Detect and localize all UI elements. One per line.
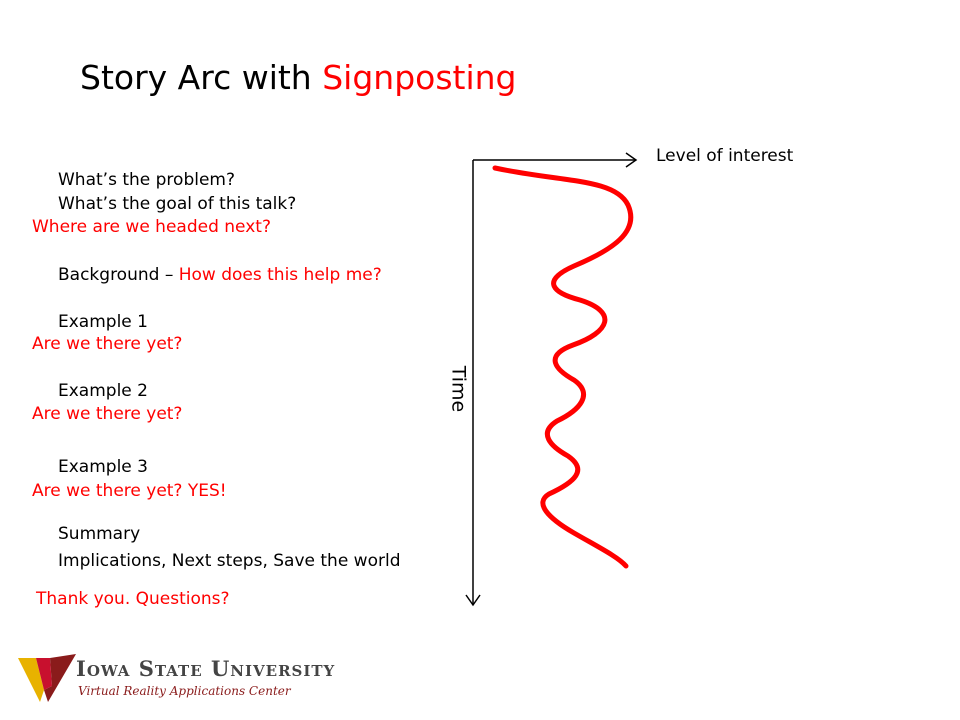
outline-there-yet-2: Are we there yet?: [32, 404, 183, 424]
outline-example-1: Example 1: [58, 312, 148, 332]
outline-problem: What’s the problem?: [58, 170, 235, 190]
outline-goal: What’s the goal of this talk?: [58, 194, 297, 214]
outline-there-yet-1: Are we there yet?: [32, 334, 183, 354]
outline-implications: Implications, Next steps, Save the world: [58, 551, 401, 571]
outline-example-2: Example 2: [58, 381, 148, 401]
center-name: Virtual Reality Applications Center: [78, 684, 291, 698]
outline-there-yet-yes: Are we there yet? YES!: [32, 481, 227, 501]
title-accent: Signposting: [322, 58, 517, 97]
outline-thank-you: Thank you. Questions?: [36, 589, 230, 609]
university-logo-text: [76, 656, 336, 698]
outline-headed-next: Where are we headed next?: [32, 217, 271, 237]
outline-summary: Summary: [58, 524, 141, 544]
outline-background: Background –: [58, 265, 179, 285]
y-axis-label: Time: [447, 365, 470, 413]
slide-title: Story Arc with Signposting: [80, 58, 517, 97]
outline-example-3: Example 3: [58, 457, 148, 477]
university-name: Iowa State University: [76, 656, 336, 681]
university-logo-mark: [18, 650, 78, 705]
interest-curve: [495, 168, 631, 566]
outline-help-question: How does this help me?: [178, 265, 382, 285]
x-axis-label: Level of interest: [656, 146, 794, 166]
